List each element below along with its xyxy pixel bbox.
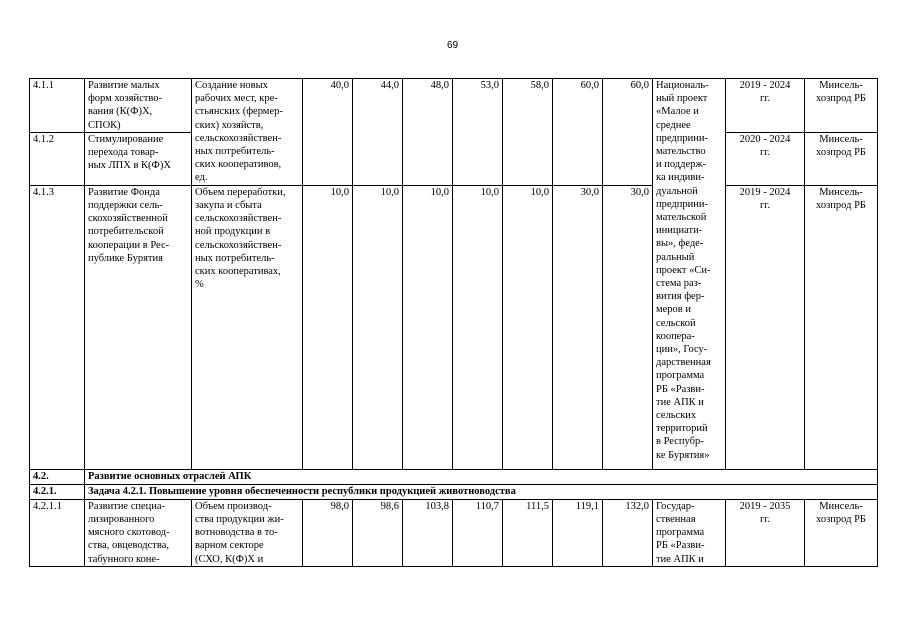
indicator-text: Объем производ- ства продукции жи- вотноводства в то- варном секторе (СХО, К(Ф)Х и (192, 499, 303, 566)
indicator-text: Объем переработки, закупа и сбыта сельскохозяйствен- ной продукции в сельскохозяйствен- ных потребитель- ских кооперативах, % (192, 185, 303, 469)
measure-name: Развитие специа- лизированного мясного скотовод- ства, овцеводства, табунного коне- (85, 499, 192, 566)
value-cell: 10,0 (453, 185, 503, 469)
row-id: 4.1.2 (30, 132, 85, 185)
task-row (30, 484, 878, 499)
value-cell: 60,0 (603, 79, 653, 186)
value-cell: 132,0 (603, 499, 653, 566)
task-title: Задача 4.2.1. Повышение уровня обеспеченности республики продукцией животноводства (85, 484, 878, 499)
measure-name: Развитие Фонда поддержки сель- скохозяйственной потребительской кооперации в Рес- публике Бурятия (85, 185, 192, 469)
indicator-text: Создание новых рабочих мест, кре- стьянских (фермер- ских) хозяйств, сельскохозяйствен- ных потребитель- ских кооперативов, ед. (192, 79, 303, 186)
table-row (30, 185, 878, 469)
executor-cell: Минсель- хозпрод РБ (805, 185, 878, 469)
table-row (30, 499, 878, 566)
table-row (30, 79, 878, 133)
executor-cell: Минсель- хозпрод РБ (805, 132, 878, 185)
value-cell: 44,0 (353, 79, 403, 186)
value-cell: 10,0 (303, 185, 353, 469)
section-row (30, 469, 878, 484)
value-cell: 111,5 (503, 499, 553, 566)
value-cell: 110,7 (453, 499, 503, 566)
period-cell: 2019 - 2035 гг. (726, 499, 805, 566)
executor-cell: Минсель- хозпрод РБ (805, 79, 878, 133)
value-cell: 58,0 (503, 79, 553, 186)
row-id: 4.2.1.1 (30, 499, 85, 566)
value-cell: 119,1 (553, 499, 603, 566)
value-cell: 30,0 (553, 185, 603, 469)
task-id: 4.2.1. (30, 484, 85, 499)
program-text: Националь- ный проект «Малое и среднее предприни- мательство и поддерж- ка индиви- дуальной предприни- мательской инициати- вы», феде- ральный проект «Си- стема раз- вития фер- меров и сельской коопера- ции», Госу- дарственная программа РБ «Разви- тие АПК и сельских территорий в Респубр- ке Бурятия» (653, 79, 726, 470)
value-cell: 98,0 (303, 499, 353, 566)
row-id: 4.1.3 (30, 185, 85, 469)
section-id: 4.2. (30, 469, 85, 484)
executor-cell: Минсель- хозпрод РБ (805, 499, 878, 566)
page-number: 69 (446, 40, 459, 51)
value-cell: 10,0 (403, 185, 453, 469)
period-cell: 2019 - 2024 гг. (726, 79, 805, 133)
value-cell: 40,0 (303, 79, 353, 186)
value-cell: 103,8 (403, 499, 453, 566)
measure-name: Развитие малых форм хозяйство- вания (К(Ф)Х, СПОК) (85, 79, 192, 133)
measure-name: Стимулирование перехода товар- ных ЛПХ в К(Ф)Х (85, 132, 192, 185)
value-cell: 48,0 (403, 79, 453, 186)
value-cell: 98,6 (353, 499, 403, 566)
period-cell: 2019 - 2024 гг. (726, 185, 805, 469)
value-cell: 10,0 (353, 185, 403, 469)
period-cell: 2020 - 2024 гг. (726, 132, 805, 185)
section-title: Развитие основных отраслей АПК (85, 469, 878, 484)
value-cell: 30,0 (603, 185, 653, 469)
program-text: Государ- ственная программа РБ «Разви- тие АПК и (653, 499, 726, 566)
value-cell: 10,0 (503, 185, 553, 469)
measures-table (29, 78, 878, 567)
row-id: 4.1.1 (30, 79, 85, 133)
value-cell: 53,0 (453, 79, 503, 186)
value-cell: 60,0 (553, 79, 603, 186)
